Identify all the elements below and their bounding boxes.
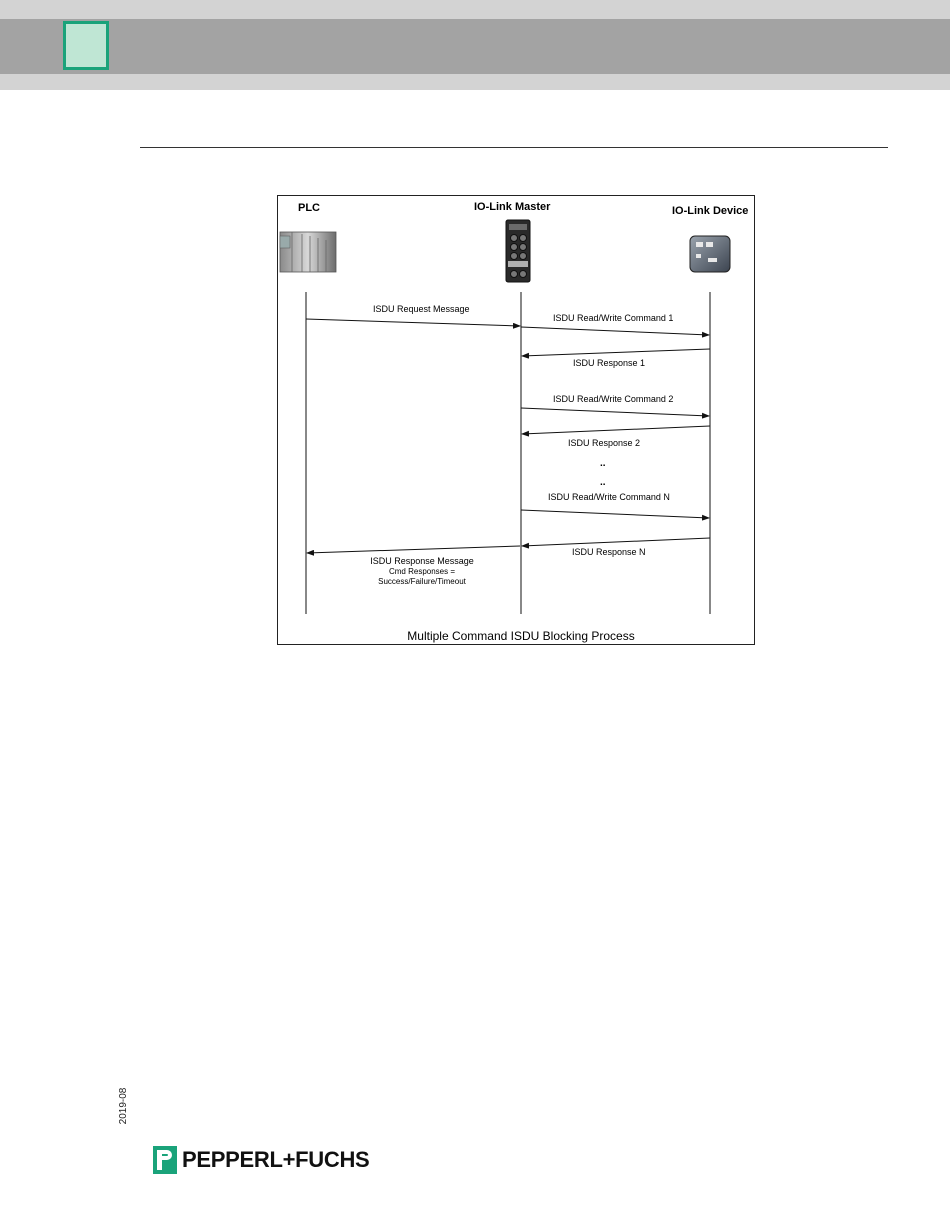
- response-message-line2: Cmd Responses =: [388, 567, 456, 576]
- isdu-request-arrow: [306, 319, 520, 326]
- header-band-bottom: [0, 74, 950, 90]
- response-message-line3: Success/Failure/Timeout: [378, 577, 466, 586]
- resp1-label: ISDU Response 1: [573, 358, 646, 368]
- cmd2-label: ISDU Read/Write Command 2: [553, 394, 674, 404]
- respN-label: ISDU Response N: [572, 547, 646, 557]
- plc-icon: [280, 232, 336, 272]
- respN-arrow: [522, 538, 710, 546]
- header-band-top: [0, 0, 950, 19]
- response-message-line1: ISDU Response Message: [370, 556, 474, 566]
- resp2-arrow: [522, 426, 710, 434]
- resp2-label: ISDU Response 2: [568, 438, 641, 448]
- sequence-diagram: [277, 195, 755, 645]
- sequence-diagram-svg: [278, 196, 756, 646]
- ellipsis-1: ..: [600, 458, 606, 469]
- document-date: 2019-08: [118, 1087, 129, 1125]
- isdu-request-label: ISDU Request Message: [373, 304, 470, 314]
- brand-logo: [153, 1145, 369, 1175]
- header-band: [0, 19, 950, 74]
- section-rule: [140, 147, 888, 148]
- chapter-badge: [63, 21, 109, 70]
- actor-device-label: IO-Link Device: [672, 205, 749, 217]
- actor-plc-label: PLC: [298, 202, 320, 214]
- figure-caption: Multiple Command ISDU Blocking Process: [407, 629, 635, 643]
- io-link-device-icon: [690, 236, 730, 272]
- cmd1-label: ISDU Read/Write Command 1: [553, 313, 674, 323]
- cmdN-arrow: [521, 510, 709, 518]
- actor-master-label: IO-Link Master: [474, 201, 551, 213]
- resp1-arrow: [522, 349, 710, 356]
- io-link-master-icon: [506, 220, 530, 282]
- brand-logo-icon: [153, 1146, 177, 1174]
- ellipsis-2: ..: [600, 477, 606, 488]
- cmd2-arrow: [521, 408, 709, 416]
- cmd1-arrow: [521, 327, 709, 335]
- cmdN-label: ISDU Read/Write Command N: [548, 492, 670, 502]
- brand-logo-text: PEPPERL+FUCHS: [182, 1147, 370, 1172]
- response-message-arrow: [307, 546, 520, 553]
